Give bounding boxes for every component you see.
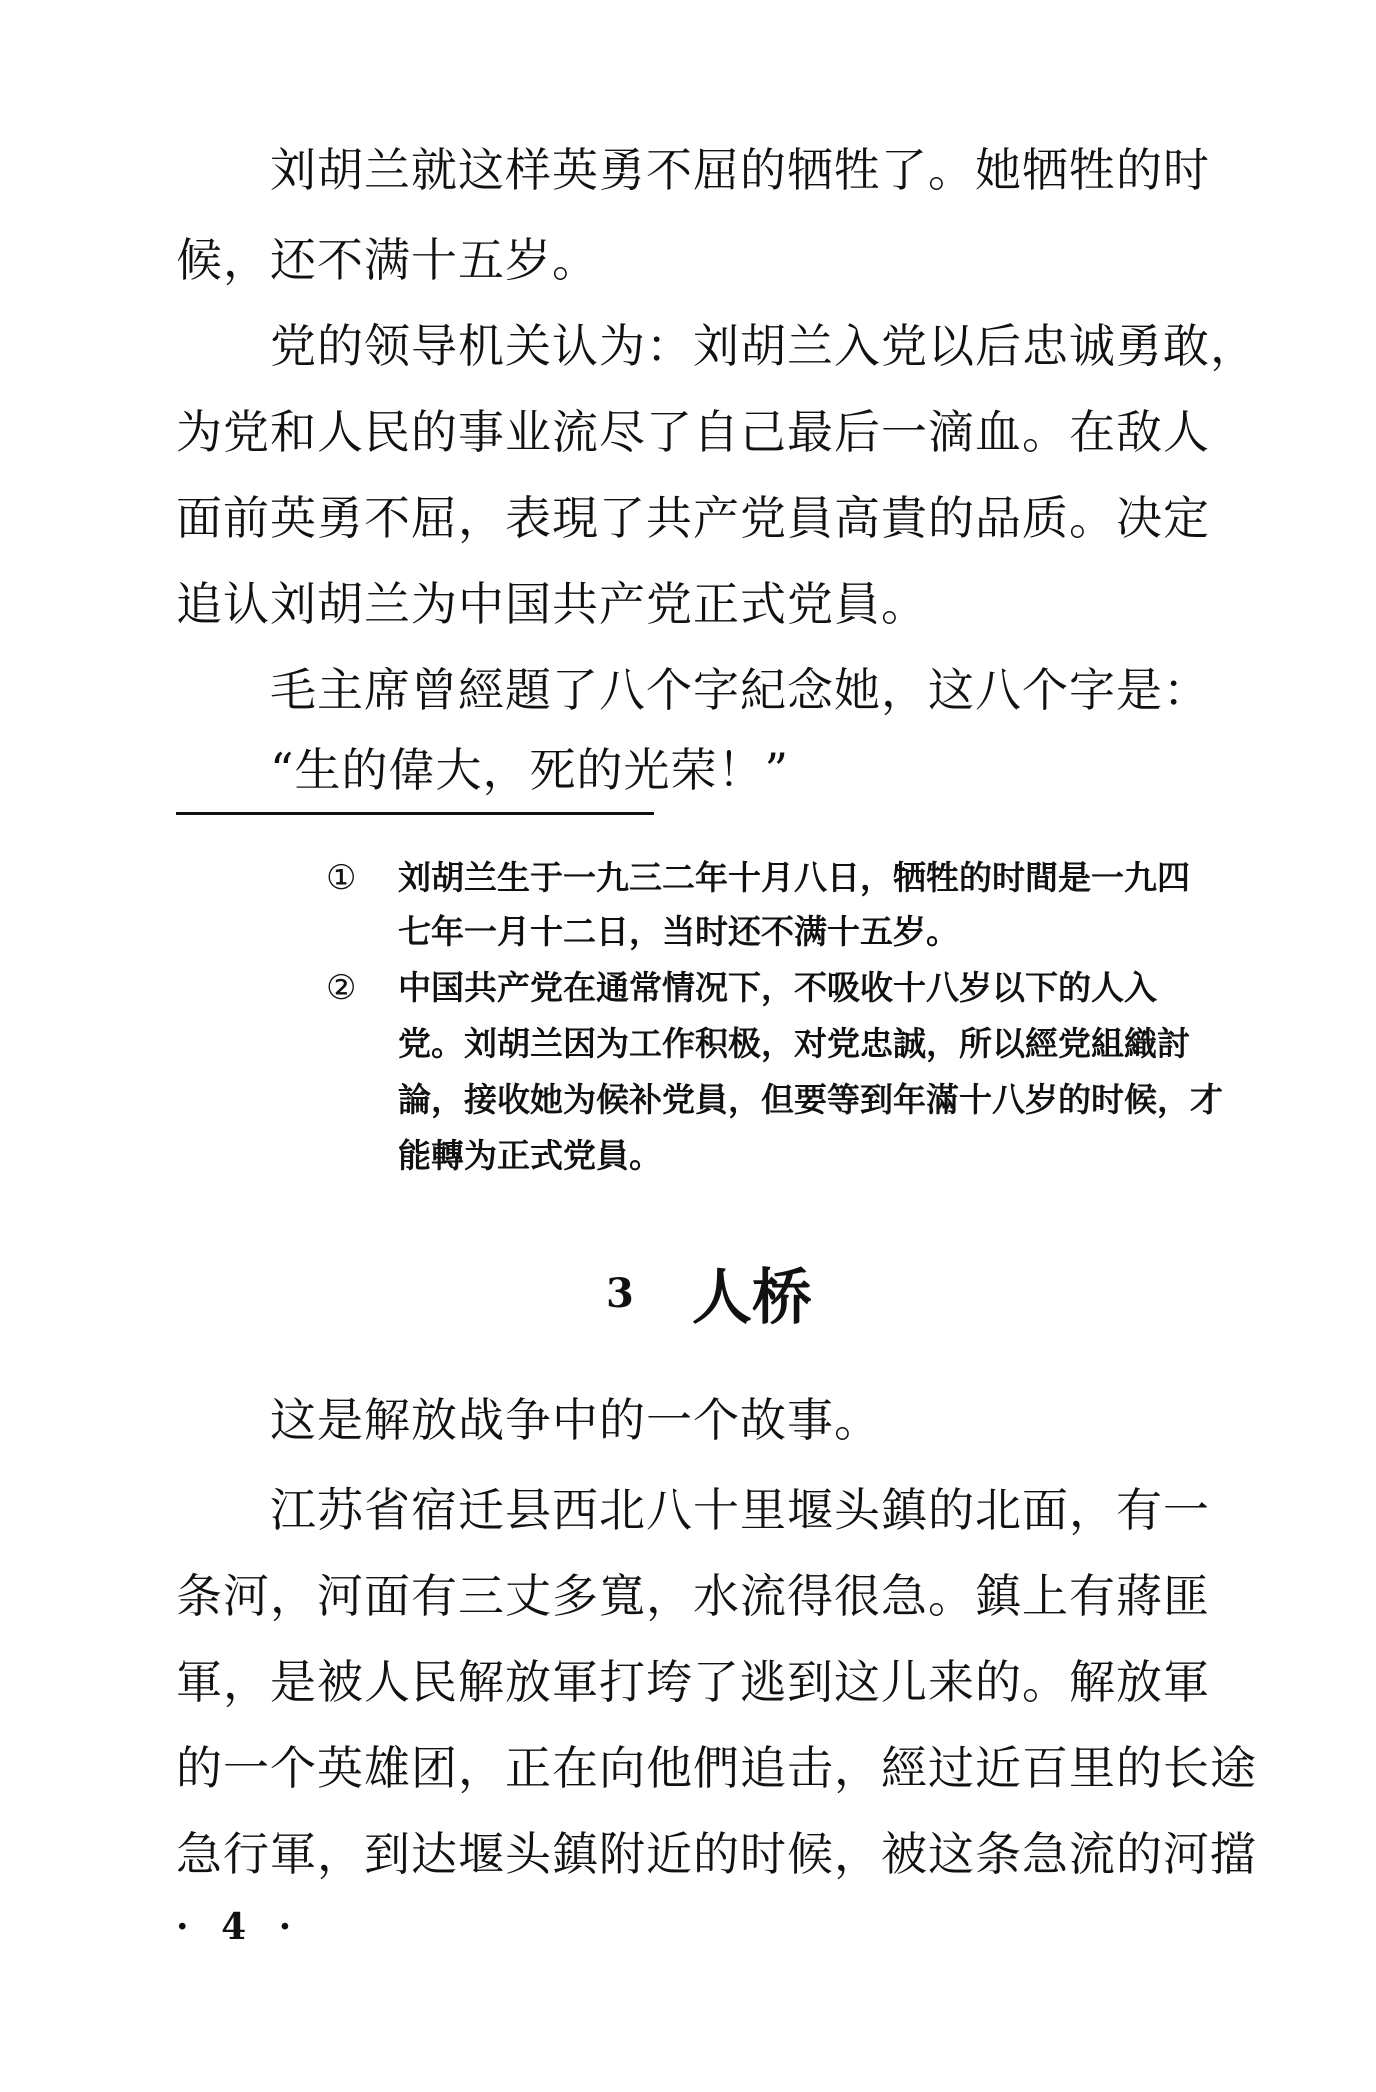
footnote-1-line-2: 七年一月十二日，当时还不满十五岁。 (398, 912, 959, 951)
footnote-2-line-1: 中国共产党在通常情况下，不吸收十八岁以下的人入 (398, 968, 1157, 1007)
story-line-1: 这是解放战争中的一个故事。 (270, 1393, 881, 1447)
body-line-2: 候，还不满十五岁。 (176, 233, 599, 287)
footnote-2-line-3: 論，接收她为候补党員，但要等到年滿十八岁的时候，才 (398, 1080, 1223, 1119)
page-number: · 4 · (176, 1906, 302, 1948)
section-heading (606, 1250, 812, 1336)
quote-line: “生的偉大，死的光荣！” (270, 743, 790, 797)
story-line-2: 江苏省宿迁县西北八十里堰头鎮的北面，有一 (270, 1483, 1210, 1537)
body-line-6: 追认刘胡兰为中国共产党正式党員。 (176, 577, 928, 631)
story-line-4: 軍，是被人民解放軍打垮了逃到这儿来的。解放軍 (176, 1655, 1210, 1709)
footnote-2-line-4: 能轉为正式党員。 (398, 1136, 662, 1175)
footnote-2-mark: ② (326, 968, 357, 1008)
section-title: 人桥 (691, 1263, 812, 1333)
body-line-1: 刘胡兰就这样英勇不屈的牺牲了。她牺牲的时 (270, 143, 1210, 197)
body-line-4: 为党和人民的事业流尽了自己最后一滴血。在敌人 (176, 405, 1210, 459)
footnote-1-mark: ① (326, 858, 357, 898)
footnote-2-line-2: 党。刘胡兰因为工作积极，对党忠誠，所以經党組織討 (398, 1024, 1190, 1063)
footnote-1-line-1: 刘胡兰生于一九三二年十月八日，牺牲的时間是一九四 (398, 858, 1190, 897)
body-line-3: 党的领导机关认为：刘胡兰入党以后忠诚勇敢， (270, 319, 1257, 373)
story-line-5: 的一个英雄团，正在向他們追击，經过近百里的长途 (176, 1741, 1257, 1795)
body-line-7: 毛主席曾經題了八个字紀念她，这八个字是： (270, 663, 1210, 717)
section-number: 3 (606, 1269, 634, 1317)
story-line-6: 急行軍，到达堰头鎮附近的时候，被这条急流的河擋 (176, 1827, 1257, 1881)
footnote-divider (176, 812, 654, 815)
body-line-5: 面前英勇不屈，表現了共产党員高貴的品质。决定 (176, 491, 1210, 545)
story-line-3: 条河，河面有三丈多寬，水流得很急。鎮上有蔣匪 (176, 1569, 1210, 1623)
